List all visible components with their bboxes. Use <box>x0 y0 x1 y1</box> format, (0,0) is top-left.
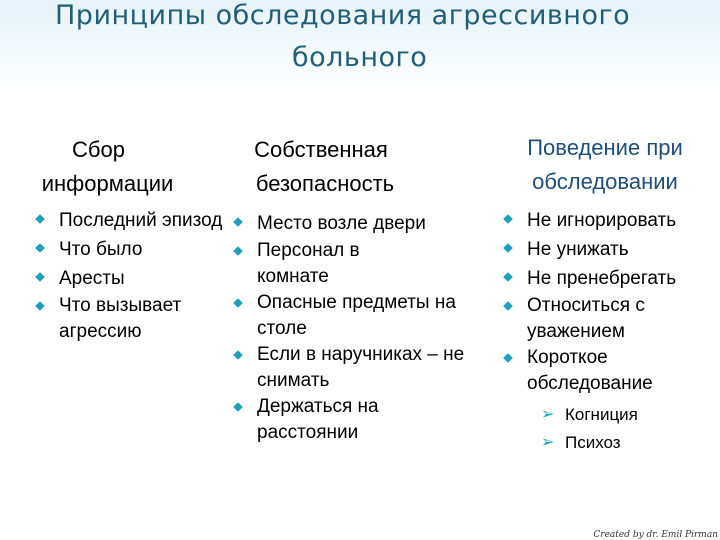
column-heading-safety: Собственная безопасность <box>254 137 395 196</box>
title-line-1: Принципы обследования агрессивного <box>55 0 631 31</box>
bullet-icon <box>35 243 45 253</box>
list-item: Не пренебрегать <box>504 264 714 293</box>
arrow-bullet-icon: ➢ <box>541 406 555 423</box>
list-item: Держаться на расстоянии <box>234 394 427 446</box>
bullet-icon <box>233 217 243 227</box>
list-item: Что было <box>36 235 251 264</box>
bullet-icon <box>35 214 45 224</box>
list-item: Не унижать <box>504 235 714 264</box>
list-safety <box>234 209 466 446</box>
list-item: Аресты <box>36 264 251 293</box>
list-item: Последний эпизод <box>36 206 251 235</box>
bullet-icon <box>503 353 513 363</box>
list-item: Место возле двери <box>234 209 466 238</box>
column-heading-behavior: Поведение при обследовании <box>527 135 683 194</box>
arrow-bullet-icon: ➢ <box>541 434 555 451</box>
list-item: Не игнорировать <box>504 206 714 235</box>
bullet-icon <box>233 350 243 360</box>
list-info <box>36 206 251 345</box>
sub-item: ➢ Когниция <box>541 401 687 429</box>
sublist <box>541 401 687 457</box>
list-item: Короткое обследование ➢ Когниция ➢ Психоз <box>504 345 687 457</box>
list-item: Персонал в комнате <box>234 238 397 290</box>
bullet-icon <box>503 214 513 224</box>
credit-text: Created by dr. Emil Pirman <box>593 530 718 540</box>
bullet-icon <box>233 246 243 256</box>
list-item: Опасные предметы на столе <box>234 290 466 342</box>
bullet-icon <box>503 243 513 253</box>
list-item: Что вызывает агрессию <box>36 293 229 345</box>
list-item: Если в наручниках – не снимать <box>234 342 475 394</box>
bullet-icon <box>503 272 513 282</box>
bullet-icon <box>35 301 45 311</box>
sub-item: ➢ Психоз <box>541 429 687 457</box>
bullet-icon <box>233 402 243 412</box>
title-line-2: больного <box>292 42 428 73</box>
bullet-icon <box>503 301 513 311</box>
list-behavior <box>504 206 714 457</box>
bullet-icon <box>233 298 243 308</box>
list-item: Относиться с уважением <box>504 293 677 345</box>
column-heading-info: Сбор информации <box>41 137 174 196</box>
bullet-icon <box>35 272 45 282</box>
